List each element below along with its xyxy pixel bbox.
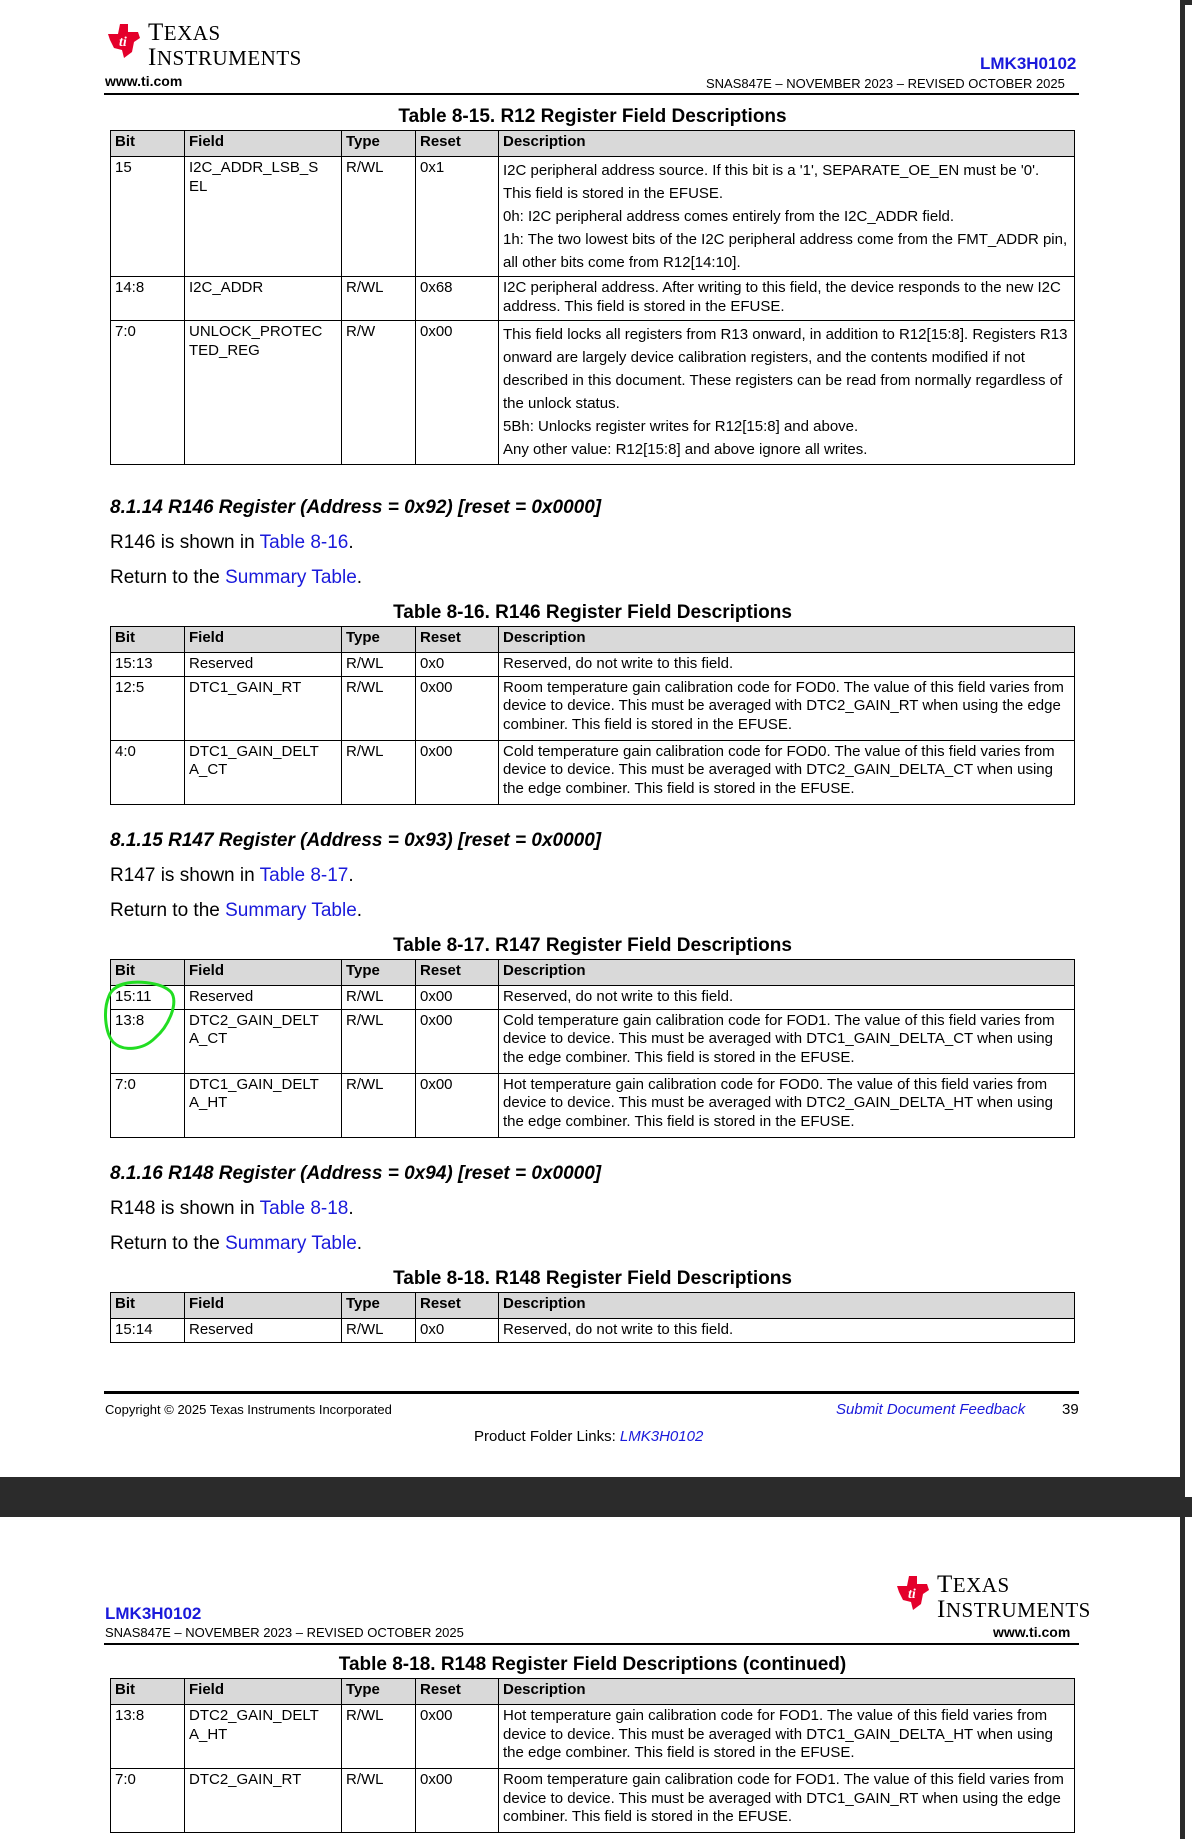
- col-type: Type: [342, 627, 416, 653]
- cell-reset: 0x00: [416, 1009, 499, 1073]
- table-row: [111, 157, 1075, 277]
- logo-text-line1: TEXAS: [937, 1571, 1010, 1598]
- para-text: Return to the: [110, 900, 226, 921]
- cell-field: Reserved: [185, 653, 342, 677]
- website-link[interactable]: www.ti.com: [105, 73, 183, 89]
- table-header-row: [111, 1293, 1075, 1319]
- document-number: SNAS847E – NOVEMBER 2023 – REVISED OCTOBER 2025: [105, 1625, 464, 1640]
- folder-prefix: Product Folder Links:: [474, 1428, 620, 1445]
- table-8-18-link[interactable]: Table 8-18: [259, 1198, 349, 1219]
- page-gap: [0, 1497, 1192, 1517]
- section-heading-8-1-14: 8.1.14 R146 Register (Address = 0x92) [reset = 0x0000]: [110, 497, 602, 518]
- header-rule: [104, 93, 1079, 95]
- table-row: [111, 1073, 1075, 1137]
- ti-logo: [104, 20, 302, 70]
- section-heading-8-1-16: 8.1.16 R148 Register (Address = 0x94) [reset = 0x0000]: [110, 1163, 602, 1184]
- cell-bit: 15:11: [111, 986, 185, 1010]
- cell-field: Reserved: [185, 1319, 342, 1343]
- col-bit: Bit: [111, 960, 185, 986]
- cell-bit: 15:14: [111, 1319, 185, 1343]
- desc-line: 5Bh: Unlocks register writes for R12[15:8] and above.: [503, 418, 859, 435]
- cell-bit: 4:0: [111, 740, 185, 804]
- cell-field: DTC1_GAIN_DELT A_CT: [185, 740, 342, 804]
- table-row: [111, 740, 1075, 804]
- cell-field: Reserved: [185, 986, 342, 1010]
- cell-reset: 0x00: [416, 1705, 499, 1769]
- cell-description: [499, 321, 1075, 465]
- cell-bit: 15: [111, 157, 185, 277]
- cell-reset: 0x00: [416, 740, 499, 804]
- cell-field: DTC2_GAIN_DELT A_HT: [185, 1705, 342, 1769]
- ti-logo-icon: [893, 1572, 933, 1612]
- cell-type: R/WL: [342, 1319, 416, 1343]
- folder-product-link[interactable]: LMK3H0102: [619, 1428, 704, 1445]
- cell-reset: 0x0: [416, 1319, 499, 1343]
- cell-field: DTC1_GAIN_RT: [185, 676, 342, 740]
- table-header-row: [111, 627, 1075, 653]
- cell-field: DTC2_GAIN_DELT A_CT: [185, 1009, 342, 1073]
- cell-type: R/WL: [342, 1769, 416, 1833]
- table-8-17-link[interactable]: Table 8-17: [259, 865, 349, 886]
- cell-type: R/WL: [342, 1009, 416, 1073]
- para-text: Return to the: [110, 567, 226, 588]
- header-rule: [104, 1643, 1079, 1645]
- logo-text-line1: TEXAS: [148, 19, 221, 46]
- col-description: Description: [499, 131, 1075, 157]
- copyright: Copyright © 2025 Texas Instruments Incorporated: [105, 1402, 392, 1417]
- cell-reset: 0x00: [416, 1073, 499, 1137]
- table-row: [111, 653, 1075, 677]
- para-text: .: [356, 900, 363, 921]
- cell-type: R/WL: [342, 676, 416, 740]
- shown-in-paragraph: [110, 1198, 354, 1220]
- cell-reset: 0x1: [416, 157, 499, 277]
- para-text: .: [356, 1233, 363, 1254]
- para-text: .: [356, 567, 363, 588]
- para-text: Return to the: [110, 1233, 226, 1254]
- cell-description: [499, 277, 1075, 321]
- cell-bit: 14:8: [111, 277, 185, 321]
- cell-bit: 7:0: [111, 321, 185, 465]
- table-row: [111, 1705, 1075, 1769]
- col-reset: Reset: [416, 627, 499, 653]
- website-link[interactable]: www.ti.com: [993, 1624, 1071, 1640]
- cell-type: R/WL: [342, 653, 416, 677]
- col-description: Description: [499, 627, 1075, 653]
- register-table-r147: [110, 959, 1075, 1138]
- shown-in-paragraph: [110, 532, 354, 554]
- cell-bit: 15:13: [111, 653, 185, 677]
- table-8-16-link[interactable]: Table 8-16: [259, 532, 349, 553]
- product-link[interactable]: LMK3H0102: [980, 54, 1077, 73]
- table-caption: Table 8-16. R146 Register Field Descriptions: [393, 602, 792, 623]
- register-table-r146: [110, 626, 1075, 805]
- return-paragraph: [110, 567, 362, 589]
- cell-description: Hot temperature gain calibration code for FOD1. The value of this field varies from device to device. This must be averaged with DTC1_GAIN_DELTA_HT when using the edge combiner. This field is stored in the EFUSE.: [499, 1705, 1075, 1769]
- document-page-40: [0, 1517, 1185, 1839]
- shown-in-paragraph: [110, 865, 354, 887]
- section-heading-8-1-15: 8.1.15 R147 Register (Address = 0x93) [reset = 0x0000]: [110, 830, 602, 851]
- footer-rule: [104, 1391, 1079, 1394]
- cell-field: UNLOCK_PROTEC TED_REG: [185, 321, 342, 465]
- col-description: Description: [499, 1679, 1075, 1705]
- cell-bit: 13:8: [111, 1009, 185, 1073]
- desc-line: 1h: The two lowest bits of the I2C peripheral address come from the FMT_ADDR pin, all other bits come from R12[14:10].: [503, 231, 1068, 271]
- para-text: R147 is shown in: [110, 865, 260, 886]
- ti-logo: [893, 1572, 1091, 1622]
- table-header-row: [111, 1679, 1075, 1705]
- col-field: Field: [185, 627, 342, 653]
- cell-description: [499, 157, 1075, 277]
- svg-text:ti: ti: [119, 35, 127, 50]
- cell-bit: 12:5: [111, 676, 185, 740]
- col-field: Field: [185, 960, 342, 986]
- col-bit: Bit: [111, 1679, 185, 1705]
- logo-text-line2: INSTRUMENTS: [937, 1596, 1091, 1623]
- para-text: R146 is shown in: [110, 532, 260, 553]
- cell-description: Cold temperature gain calibration code for FOD0. The value of this field varies from device to device. This must be averaged with DTC2_GAIN_DELTA_CT when using the edge combiner. This field is stored in the EFUSE.: [499, 740, 1075, 804]
- cell-reset: 0x68: [416, 277, 499, 321]
- product-link[interactable]: LMK3H0102: [105, 1604, 202, 1623]
- desc-line: This field locks all registers from R13 onward, in addition to R12[15:8]. Registers R13 onward are largely device calibration registers, and the contents modified if not described in this document. These registers can be read from normally regardless of the unlock status.: [503, 326, 1068, 412]
- register-table-r148: [110, 1292, 1075, 1343]
- table-row: [111, 986, 1075, 1010]
- col-reset: Reset: [416, 1679, 499, 1705]
- col-reset: Reset: [416, 1293, 499, 1319]
- table-caption: Table 8-17. R147 Register Field Descriptions: [393, 935, 792, 956]
- summary-table-link[interactable]: Summary Table: [225, 567, 357, 588]
- cell-bit: 13:8: [111, 1705, 185, 1769]
- cell-description: Reserved, do not write to this field.: [499, 986, 1075, 1010]
- para-text: R148 is shown in: [110, 1198, 260, 1219]
- document-number: SNAS847E – NOVEMBER 2023 – REVISED OCTOBER 2025: [706, 76, 1065, 91]
- desc-line: I2C peripheral address source. If this bit is a '1', SEPARATE_OE_EN must be '0'. This field is stored in the EFUSE.: [503, 162, 1040, 202]
- logo-text-line2: INSTRUMENTS: [148, 44, 302, 71]
- para-text: .: [348, 865, 354, 886]
- summary-table-link[interactable]: Summary Table: [225, 900, 357, 921]
- para-text: .: [348, 1198, 354, 1219]
- col-reset: Reset: [416, 960, 499, 986]
- cell-field: I2C_ADDR_LSB_S EL: [185, 157, 342, 277]
- col-field: Field: [185, 1293, 342, 1319]
- product-folder-links: [474, 1428, 703, 1445]
- cell-type: R/WL: [342, 277, 416, 321]
- cell-type: R/WL: [342, 157, 416, 277]
- cell-reset: 0x00: [416, 676, 499, 740]
- table-header-row: [111, 960, 1075, 986]
- cell-type: R/WL: [342, 986, 416, 1010]
- table-caption: Table 8-15. R12 Register Field Descriptions: [398, 106, 787, 127]
- col-type: Type: [342, 1293, 416, 1319]
- col-bit: Bit: [111, 1293, 185, 1319]
- col-type: Type: [342, 1679, 416, 1705]
- desc-line: 0h: I2C peripheral address comes entirely from the I2C_ADDR field.: [503, 208, 955, 225]
- table-row: [111, 1319, 1075, 1343]
- col-type: Type: [342, 960, 416, 986]
- cell-field: I2C_ADDR: [185, 277, 342, 321]
- table-row: [111, 676, 1075, 740]
- col-description: Description: [499, 960, 1075, 986]
- desc-line: I2C peripheral address. After writing to this field, the device responds to the new I2C address. This field is stored in the EFUSE.: [503, 279, 1061, 315]
- return-paragraph: [110, 900, 362, 922]
- cell-reset: 0x0: [416, 653, 499, 677]
- col-field: Field: [185, 1679, 342, 1705]
- cell-description: Room temperature gain calibration code for FOD1. The value of this field varies from device to device. This must be averaged with DTC1_GAIN_RT when using the edge combiner. This field is stored in the EFUSE.: [499, 1769, 1075, 1833]
- col-reset: Reset: [416, 131, 499, 157]
- table-row: [111, 1009, 1075, 1073]
- cell-description: Cold temperature gain calibration code for FOD1. The value of this field varies from device to device. This must be averaged with DTC1_GAIN_DELTA_CT when using the edge combiner. This field is stored in the EFUSE.: [499, 1009, 1075, 1073]
- cell-description: Reserved, do not write to this field.: [499, 653, 1075, 677]
- cell-description: Hot temperature gain calibration code for FOD0. The value of this field varies from device to device. This must be averaged with DTC2_GAIN_DELTA_HT when using the edge combiner. This field is stored in the EFUSE.: [499, 1073, 1075, 1137]
- cell-reset: 0x00: [416, 1769, 499, 1833]
- ti-logo-icon: [104, 20, 144, 60]
- cell-bit: 7:0: [111, 1769, 185, 1833]
- cell-reset: 0x00: [416, 321, 499, 465]
- col-description: Description: [499, 1293, 1075, 1319]
- cell-type: R/W: [342, 321, 416, 465]
- cell-type: R/WL: [342, 1073, 416, 1137]
- return-paragraph: [110, 1233, 362, 1255]
- para-text: .: [348, 532, 354, 553]
- table-caption: Table 8-18. R148 Register Field Descriptions: [393, 1268, 792, 1289]
- col-field: Field: [185, 131, 342, 157]
- summary-table-link[interactable]: Summary Table: [225, 1233, 357, 1254]
- cell-field: DTC2_GAIN_RT: [185, 1769, 342, 1833]
- table-caption: Table 8-18. R148 Register Field Descriptions (continued): [338, 1654, 847, 1675]
- cell-reset: 0x00: [416, 986, 499, 1010]
- table-row: [111, 277, 1075, 321]
- register-table-r12: [110, 130, 1075, 465]
- register-table-r148-continued: [110, 1678, 1075, 1833]
- table-row: [111, 1769, 1075, 1833]
- cell-description: Reserved, do not write to this field.: [499, 1319, 1075, 1343]
- col-bit: Bit: [111, 131, 185, 157]
- cell-type: R/WL: [342, 740, 416, 804]
- cell-field: DTC1_GAIN_DELT A_HT: [185, 1073, 342, 1137]
- col-bit: Bit: [111, 627, 185, 653]
- submit-feedback-link[interactable]: Submit Document Feedback: [836, 1401, 1026, 1418]
- table-header-row: [111, 131, 1075, 157]
- desc-line: Any other value: R12[15:8] and above ignore all writes.: [503, 441, 868, 458]
- page-number: 39: [1062, 1401, 1079, 1418]
- svg-text:ti: ti: [908, 1587, 916, 1602]
- cell-type: R/WL: [342, 1705, 416, 1769]
- cell-bit: 7:0: [111, 1073, 185, 1137]
- table-row: [111, 321, 1075, 465]
- col-type: Type: [342, 131, 416, 157]
- cell-description: Room temperature gain calibration code for FOD0. The value of this field varies from device to device. This must be averaged with DTC2_GAIN_RT when using the edge combiner. This field is stored in the EFUSE.: [499, 676, 1075, 740]
